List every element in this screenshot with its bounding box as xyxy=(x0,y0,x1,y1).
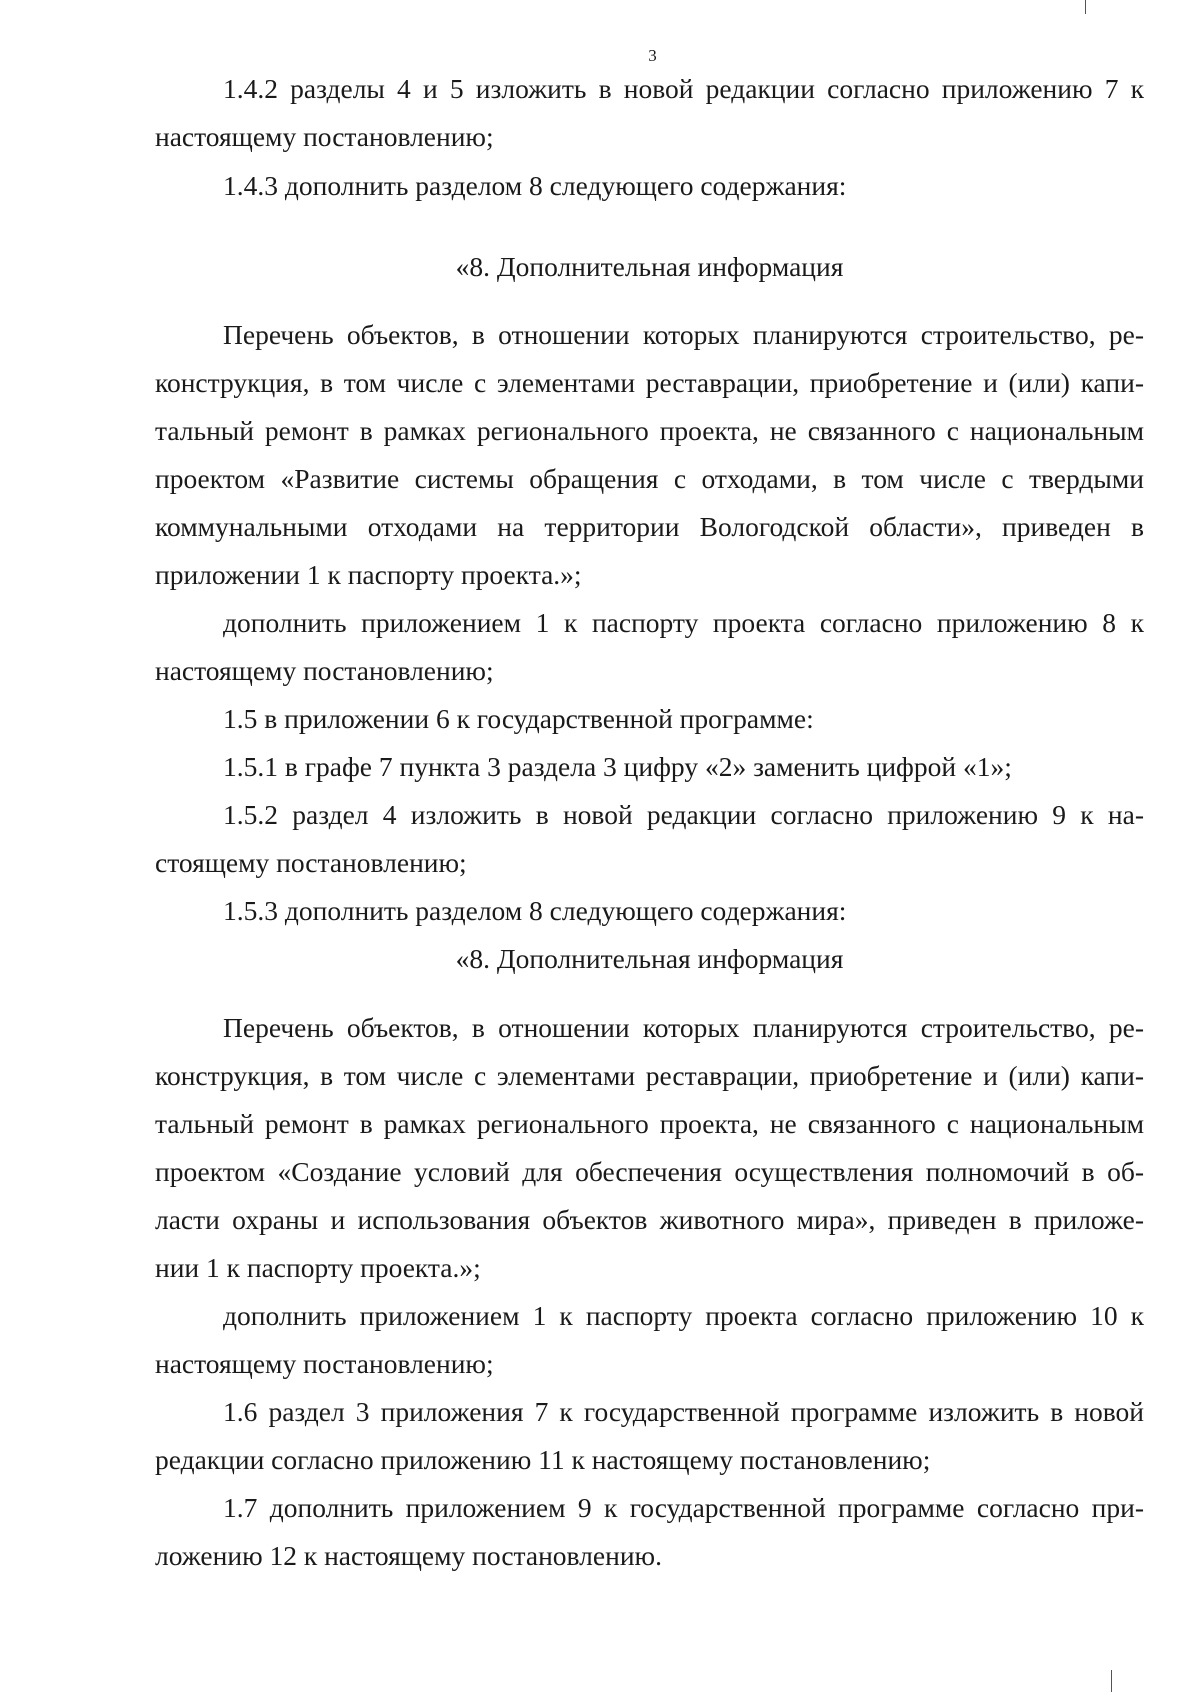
text-line: 1.7 дополнить приложением 9 к государственной программе согласно при- xyxy=(223,1492,1144,1523)
text-line: конструкция, в том числе с элементами реставрации, приобретение и (или) капи- xyxy=(155,367,1144,398)
text-line: редакции согласно приложению 11 к настоящему постановлению; xyxy=(155,1444,931,1475)
text-line: проектом «Создание условий для обеспечения осуществления полномочий в об- xyxy=(155,1156,1144,1187)
text-line: Перечень объектов, в отношении которых планируются строительство, ре- xyxy=(223,319,1144,350)
text-line: 1.5.3 дополнить разделом 8 следующего содержания: xyxy=(223,895,847,926)
text-line: проектом «Развитие системы обращения с отходами, в том числе с твердыми xyxy=(155,463,1144,494)
text-line: стоящему постановлению; xyxy=(155,847,467,878)
text-line: тальный ремонт в рамках регионального проекта, не связанного с национальным xyxy=(155,415,1144,446)
text-line: нии 1 к паспорту проекта.»; xyxy=(155,1252,481,1283)
text-line: 1.6 раздел 3 приложения 7 к государственной программе изложить в новой xyxy=(223,1396,1144,1427)
scan-mark-top xyxy=(1085,0,1086,14)
text-line: тальный ремонт в рамках регионального проекта, не связанного с национальным xyxy=(155,1108,1144,1139)
text-line: Перечень объектов, в отношении которых планируются строительство, ре- xyxy=(223,1012,1144,1043)
section-heading: «8. Дополнительная информация xyxy=(455,943,844,974)
text-line: 1.4.2 разделы 4 и 5 изложить в новой редакции согласно приложению 7 к xyxy=(223,73,1144,104)
text-line: ласти охраны и использования объектов животного мира», приведен в приложе- xyxy=(155,1204,1144,1235)
text-line: коммунальными отходами на территории Вологодской области», приведен в xyxy=(155,511,1144,542)
text-line: настоящему постановлению; xyxy=(155,121,494,152)
text-line: конструкция, в том числе с элементами реставрации, приобретение и (или) капи- xyxy=(155,1060,1144,1091)
text-line: 1.4.3 дополнить разделом 8 следующего содержания: xyxy=(223,170,847,201)
text-line: настоящему постановлению; xyxy=(155,1348,494,1379)
text-line: дополнить приложением 1 к паспорту проекта согласно приложению 10 к xyxy=(223,1300,1144,1331)
scan-mark-bottom xyxy=(1111,1670,1112,1692)
section-heading: «8. Дополнительная информация xyxy=(455,251,844,282)
text-line: 1.5.1 в графе 7 пункта 3 раздела 3 цифру «2» заменить цифрой «1»; xyxy=(223,751,1012,782)
text-line: настоящему постановлению; xyxy=(155,655,494,686)
text-line: приложении 1 к паспорту проекта.»; xyxy=(155,559,582,590)
page-number: 3 xyxy=(648,46,657,65)
text-line: 1.5 в приложении 6 к государственной программе: xyxy=(223,703,814,734)
text-line: дополнить приложением 1 к паспорту проекта согласно приложению 8 к xyxy=(223,607,1144,638)
text-line: 1.5.2 раздел 4 изложить в новой редакции согласно приложению 9 к на- xyxy=(223,799,1144,830)
text-line: ложению 12 к настоящему постановлению. xyxy=(155,1540,662,1571)
